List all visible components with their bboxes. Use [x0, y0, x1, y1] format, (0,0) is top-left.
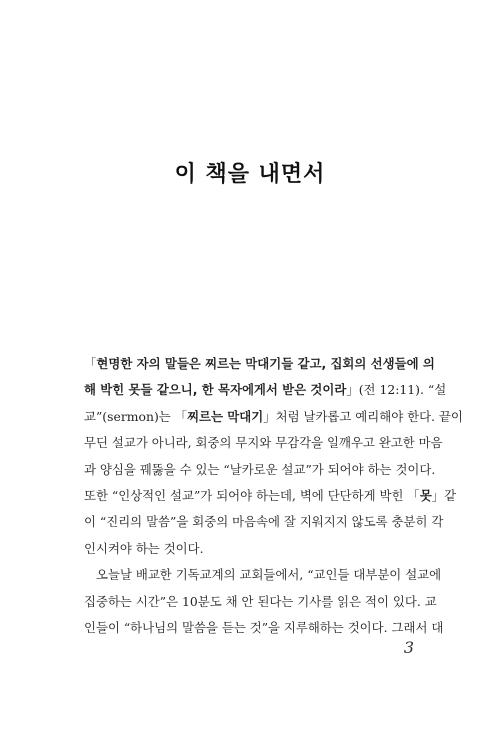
page-number: 3	[403, 638, 414, 657]
bold-text-run: 해 박힌 못들 같으니, 한 목자에게서 받은 것이라	[84, 382, 347, 398]
page-title: 이 책을 내면서	[174, 162, 326, 187]
text-line	[84, 615, 444, 641]
text-line	[84, 589, 437, 615]
text-run: 인들이 “하나님의 말씀을 듣는 것”을 지루해하는 것이다. 그래서 대	[84, 619, 444, 635]
text-run: 인시켜야 하는 것이다.	[84, 540, 204, 556]
text-line	[84, 536, 420, 562]
text-run: 」(전 12:11). “설	[346, 382, 447, 398]
bold-text-run: 찌르는 막대기	[187, 408, 264, 424]
text-line	[84, 562, 442, 588]
text-line	[84, 351, 435, 377]
text-line	[84, 457, 436, 483]
text-run: 교”(sermon)는 「	[84, 408, 188, 424]
text-line	[84, 377, 447, 403]
text-run: 무딘 설교가 아니라, 회중의 무지와 무감각을 일깨우고 완고한 마음	[84, 435, 443, 451]
text-run: 과 양심을 꿰뚫을 수 있는 “날카로운 설교”가 되어야 하는 것이다.	[84, 461, 436, 477]
text-run: 「	[84, 356, 97, 371]
text-run: 」처럼 날카롭고 예리해야 한다. 끝이	[263, 408, 463, 424]
bold-text-run: 못	[419, 487, 432, 503]
text-run: 오늘날 배교한 기독교계의 교회들에서, “교인들 대부분이 설교에	[96, 567, 442, 583]
text-line	[84, 509, 444, 535]
bold-text-run: 현명한 자의 말들은 찌르는 막대기들 같고, 집회의 선생들에 의	[96, 356, 435, 371]
text-line	[84, 483, 457, 509]
text-line	[84, 404, 463, 430]
text-run: 또한 “인상적인 설교”가 되어야 하는데, 벽에 단단하게 박힌 「	[84, 487, 420, 503]
text-run: 이 “진리의 말씀”을 회중의 마음속에 잘 지워지지 않도록 충분히 각	[84, 514, 444, 530]
text-line	[84, 430, 443, 456]
text-run: 」같	[431, 487, 457, 503]
text-run: 집중하는 시간”은 10분도 채 안 된다는 기사를 읽은 적이 있다. 교	[84, 593, 437, 609]
body-text	[84, 351, 463, 641]
